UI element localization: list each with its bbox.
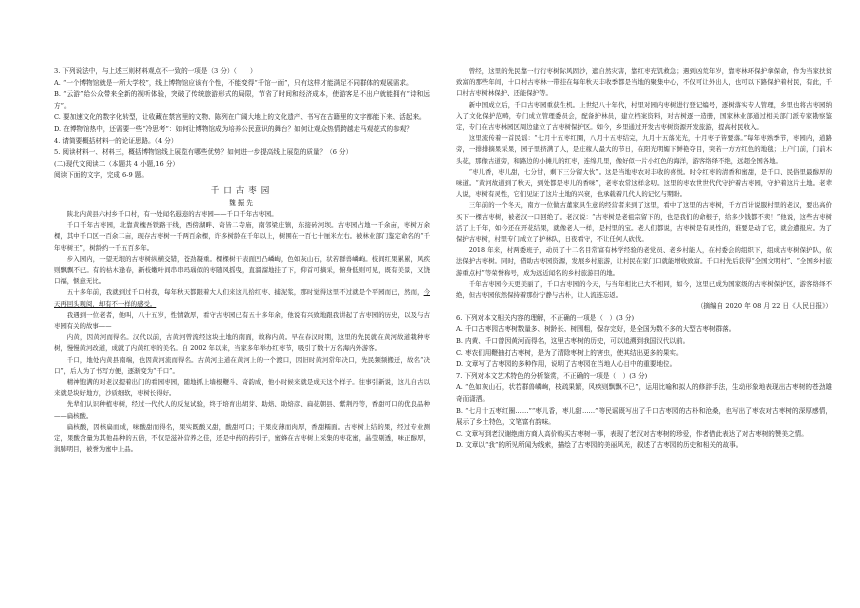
question-6-option-c: C. 枣农们用鞭抽打古枣树，是为了清除枣树上的害虫，使其结出更多的果实。 xyxy=(456,348,683,357)
article-source: （摘编自 2020 年 08 月 22 日《人民日报》） xyxy=(696,302,832,311)
article-author: 魏振先 xyxy=(229,198,255,207)
article-paragraph: 我遇到一位老者，他叫，八十五岁，性情敦厚，看守古枣园已有五十多年余，他说有兴致地跟我讲起了古枣园的历史，以及与古枣园有关的故事—— xyxy=(54,310,430,330)
article-paragraph: 陕北内黄县六村乡千口村，有一处闻名遐迩的古枣园——千口千年古枣园。 xyxy=(66,209,278,218)
article-title: 千口古枣园 xyxy=(210,185,274,196)
question-5: 5. 阅读材料一、材料三，概括博物馆线上展览有哪些优势？如何进一步提高线上展览的质量？（6 分） xyxy=(54,148,353,157)
article-paragraph: 千口，地处内黄县南端，也因黄河流而得名。古黄河主道在黄河上的一个渡口，因旧时黄河常年决口，先民频频搬迁，故名“决口”，后人为了书写方便，逐渐变为“千口”。 xyxy=(54,355,430,375)
article-paragraph: 三年前的一个冬天，南方一位做古董家具生意的经营者来到了这里，看中了这里的古枣树，千方百计说服村里的老汉，要出高价买下一棵古枣树，被老汉一口回绝了。老汉说：“古枣树是老祖宗留下的，也是我们的命根子，给多少钱都不卖！”他说，这些古枣树活了上千年，如今还在开花结果，就像老人一样，是村里的宝。老人们都说，古枣树是有灵性的，谁要是动了它，就会遭报应。为了保护古枣树，村里专门成立了护林队，日夜看守，不让任何人砍伐。 xyxy=(456,201,832,244)
question-7-stem: 7. 下列对本文艺术特色的分析鉴赏，不正确的一项是（ ）(3 分) xyxy=(456,371,648,380)
article-paragraph: 这里流传着一首民谣：“七月十五枣红圈，八月十五枣结完，九月十五落光光，十月枣子皆要落。”每年枣熟季节，枣园内，道路旁，一排排摘果采果，园子里挤满了人，是庄稼人最大的节日，在阳光明媚下鲜艳夺目，突若一方方红色的地毯；上户门前，门前木头花，那像古道旁，和路边的小摊儿的红枣，连绵几里，像好似一片小红色的海洋，游客络绎不绝，远超全国各地。 xyxy=(456,134,832,165)
question-3-option-a: A. “一个博物馆就是一所大学校”，线上博物馆应该有个性，不能变得“千馆一面”，只有这样才能满足不同群体的观展需求。 xyxy=(54,78,413,87)
article-paragraph-text: 五十多年前，我就到过千口村我，每年秋天都跟着大人们来这儿拾红枣、捕泥浆，那时觉得这里不过就是个平园而已，然而， xyxy=(66,288,424,297)
question-7-option-b: B. “七月十五枣红圈……”“枣儿香，枣儿甜……”等民谣既写出了千口古枣园的古朴和沧桑，也写出了枣农对古枣树的深厚感情，展示了乡土特色，文笔富有韵味。 xyxy=(456,406,832,427)
article-paragraph: 精神饱满的对老汉提着出门的看园枣园，随地抓上墙根鞭斗、奇韵成，他小时候来就是成天这个样子。往事引新说，这儿自古以来就是块好地方，沙质细软，枣树长得好。 xyxy=(54,377,430,398)
article-paragraph xyxy=(54,287,430,309)
article-paragraph: 2018 年来，村两委班子，动员了十二名目常富有林学经验的老党员、老乡村能人，在村委会的组织下，组成古枣树保护队，依法保护古枣树。同时，借助古枣园资源，发展乡村旅游，让村民在家门口就能增收致富。千口村先后获得“全国文明村”、“全国乡村旅游重点村”等荣誉称号，成为远近闻名的乡村旅游目的地。 xyxy=(456,246,832,277)
article-paragraph: 扁核酸，因核扁而成，味酸甜而得名，果实既酸又甜，酸甜可口；干果皮薄而肉厚，香甜糯面。古枣树上结的果，经过专业测定，果酸含量为其他品种的五倍，不仅是滋补营养之佳，还是中药的药引子，蜜蜂在古枣树上采集的枣花蜜，晶莹剔透，味正醇厚，润肺明目，被誉为蜜中上品。 xyxy=(54,422,430,454)
question-6-option-d: D. 文章写了古枣园的多种作用，说明了古枣园在当地人心目中的重要地位。 xyxy=(456,360,677,369)
section-heading: (二)现代文阅读二（本题共 4 小题,16 分） xyxy=(54,159,180,168)
question-4: 4. 请简要概括材料一的论证思路。（4 分） xyxy=(54,136,178,145)
right-column xyxy=(456,66,832,594)
question-3-option-b: B. “云游”给公众带来全新的视听体验，突破了传统旅游形式的局限，节省了时间和经济成本，使游客足不出户就能拥有“诗和远方”。 xyxy=(54,90,430,110)
article-paragraph: 新中国成立后，千口古枣园重获生机。上世纪八十年代，村里对园内枣树进行登记编号，逐树落实专人管理，乡里也将古枣园纳入了文化保护范畴，专门成立管理委员会，配备护林员，建立档案资料，对古树逐一造册，国家林业部通过相关部门派专家勘察鉴定，专门在古枣林园区周边建立了古枣树保护区。如今，乡里通过开发古枣树资源开发旅游，提高村民收入。 xyxy=(456,100,832,132)
question-7-option-a: A. “色如灰山石，状若群兽嶙峋，枝疏果繁，风疾则飘飘不已”，运用比喻和拟人的修辞手法，生动形象地表现出古枣树的苍劲雄奇而潇洒。 xyxy=(456,383,832,404)
article-paragraph: 步入园内，一望无垠的古枣树纵横交错，苍劲凝重。棵棵树干表面凹凸嶙峋，色如灰山石，状若群兽嶙峋。枝间红果累累，风疾则飘飘不已。有的枯木逢春，新枝嫩叶间串串玛瑙似的枣随风摇曳，直溜溜地挂了下，仰首可摘采，俯身低则可见，既有美景，又饶口福，惬意无比。 xyxy=(54,254,430,286)
article-paragraph: “枣儿香，枣儿甜，七分甘，剩下三分留大伙”。这是当地枣农对丰收的喜悦。时令红枣的清香和蜜甜，是千口、民俗里最醇厚的味道。“黄河故道到了秋天，到处都是枣儿的香味”，老枣农常这样念叨。这里的枣农世世代代守护着古枣园，守护着这片土地。老辈人说，枣树有灵性，它们见证了这片土地的兴衰，也承载着几代人的记忆与期盼。 xyxy=(456,167,832,199)
left-column xyxy=(54,66,430,594)
question-6-option-b: B. 内黄、千口曾因黄河而得名，这里古枣树的历史，可以追溯到我国汉代以前。 xyxy=(456,337,690,346)
reading-instruction: 阅读下面的文字，完成 6-9 题。 xyxy=(54,171,148,180)
question-7-option-c: C. 文章写到老汉谢绝南方商人高价购买古枣树一事，表现了老汉对古枣树的珍爱，作者借此表达了对古枣树的赞美之情。 xyxy=(456,429,808,438)
article-paragraph: 曾经，这里的先民靠一行行枣树际风固沙，遮自然灾害，靠红枣充饥救急；遇到凶荒年岁，靠枣林环保护拿保命，作为当家扶贫致富的那些年间，十口村古枣林一带挂在每年秋天丰收季都是当地的聚集中心，不仅可让外出人，也可以下路保护着村民，有此，千口村古枣树林保护、还能保护等。 xyxy=(456,67,832,98)
question-6-option-a: A. 千口古枣园古枣树数量多、树龄长、树围粗，保存完好，是全国为数不多的大型古枣树群落。 xyxy=(456,325,736,334)
article-paragraph: 千年古枣园今天更美丽了，千口古枣园的今天，与当年相比已大不相同，如今，这里已成为国家级的古枣树保护区，游客络绎不绝，但古枣园依然保持着那份宁静与古朴，让人流连忘返。 xyxy=(456,279,832,300)
question-6-stem: 6. 下列对本文相关内容的理解，不正确的一项是（ ）(3 分) xyxy=(456,313,635,322)
question-3-stem: 3. 下列说法中，与上述三则材料观点不一致的一项是（3 分）（ ） xyxy=(54,67,257,75)
question-3-option-c: C. 要加速文化的数字化转型，让收藏在禁宫里的文物、陈列在广阔大地上的文化遗产、书写在古籍里的文字都能下来、活起来。 xyxy=(54,113,426,122)
question-7-option-d: D. 文章以“我”的所见所闻为线索，描绘了古枣园的美丽风光，叙述了古枣园的历史和相关的故事。 xyxy=(456,441,743,450)
underlined-sentence: 今天再回头观阅，却有不一样的感受。 xyxy=(54,288,430,308)
article-paragraph: 先辈们认识种植枣树，经过一代代人的反复试验，终于培育出胡芽、助焙、助焙彦、扁花朝县、紫荆丹等，香甜可口的优良品种——扁核酸。 xyxy=(54,400,430,420)
article-paragraph: 内黄，因黄河而得名。汉代以前，古黄河曾流经这块土地的南面，故称内黄。早在春汉时期，这里的先民就在黄河故道栽种枣树，慢慢黄河改道，成就了内黄红枣的美名。自 2002 年以来，当家多年举办红枣节，吸引了数十万名海内外游客。 xyxy=(54,333,430,353)
article-paragraph: 千口千年古枣园，北靠黄槐吾铁路干线，西傍湖畔、奇皆二寺庙，南邻梁庄镇，东接砖河坝。古枣园占地一千余亩，枣树万余棵，其中千口区一百余二亩，现存古枣树一千两百余棵，许多树龄在千年以上，树围在一百七十厘米左右。被林业部门鉴定命名的“千年枣树王”，树龄约一千五百多年。 xyxy=(54,221,430,252)
question-3-option-d: D. 在博物馆热中，还需要一些“冷思考”：如何让博物馆成为培养公民意识的舞台？如何让观众热情跨越走马观花式的参观？ xyxy=(54,124,413,133)
